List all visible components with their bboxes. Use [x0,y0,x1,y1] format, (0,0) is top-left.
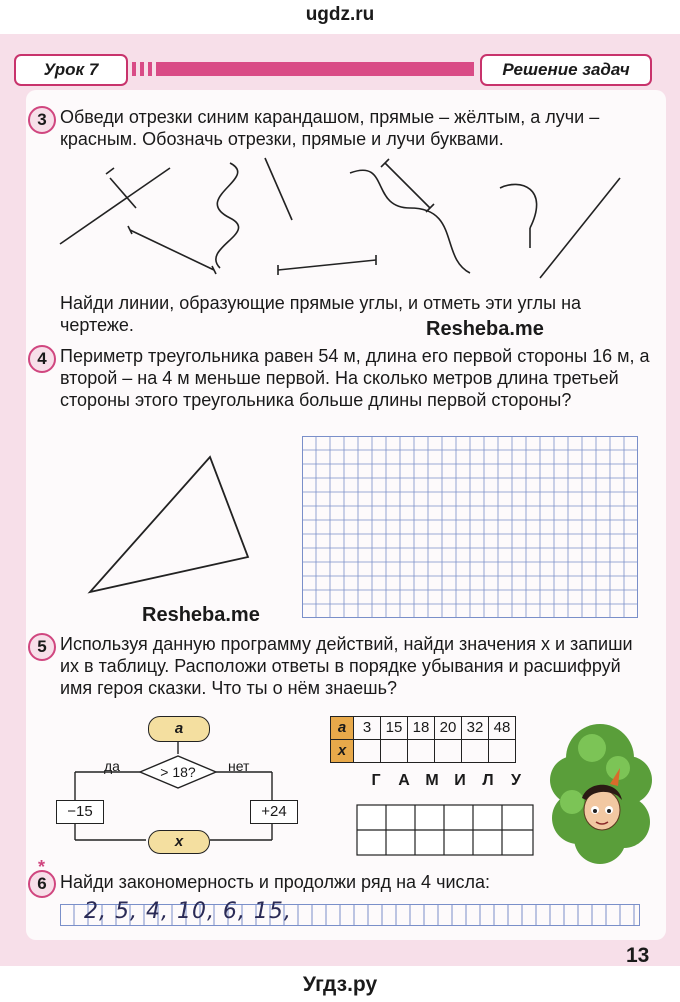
lesson-header [14,54,654,84]
letter: И [454,772,466,789]
a-value-cell: 3 [353,716,381,740]
a-value-cell: 18 [407,716,435,740]
topic-tag: Решение задач [480,54,652,86]
page-number: 13 [626,944,650,967]
a-value-cell: 20 [434,716,462,740]
ray [265,158,292,220]
a-value-cell: 32 [461,716,489,740]
task6-star: * [38,857,46,877]
task4-text: Периметр треугольника равен 54 м, длина его первой стороны 16 м, а второй – на 4 м меньше первой. На сколько метров длина третьей стороны этого треугольника больше длины первой стороны? [60,346,650,410]
flow-no-label: нет [228,758,250,774]
task-number-3: 3 [28,106,56,134]
x-answer-cell[interactable] [461,739,489,763]
curve-line [216,163,239,268]
site-watermark-bottom: Угдз.ру [302,973,378,996]
segment [278,260,376,270]
handwritten-series: 2, 5, 4, 10, 6, 15, [84,899,292,924]
letter: М [425,772,439,789]
task5-text: Используя данную программу действий, найди значения x и запиши их в таблицу. Расположи ответы в порядке убывания и расшифруй имя героя сказки. Что ты о нём знаешь? [60,634,633,698]
flow-yes-label: да [104,758,120,774]
x-answer-cell[interactable] [488,739,516,763]
task-number-6: 6 [28,870,56,898]
x-answer-cell[interactable] [407,739,435,763]
flow-condition: > 18? [160,764,196,780]
letter: Г [371,772,381,789]
curve-line [350,170,470,273]
segment [110,178,136,208]
task6-text: Найди закономерность и продолжи ряд на 4 числа: [60,872,491,892]
flow-result: x [148,830,210,854]
task-number-5: 5 [28,633,56,661]
segment [130,230,214,270]
letter: А [398,772,410,789]
fairy-tale-character-image [548,718,652,864]
row-label-a: a [330,716,354,740]
straight-line [540,178,620,278]
a-value-cell: 48 [488,716,516,740]
task3-lines-drawing [30,148,650,288]
x-answer-cell[interactable] [353,739,381,763]
watermark-text: Resheba.me [142,604,260,626]
ribbon-bar [156,62,474,76]
ribbon-stripe [140,62,144,76]
name-decoding-grid[interactable] [356,804,534,856]
a-value-cell: 15 [380,716,408,740]
watermark-text: Resheba.me [426,318,544,340]
task3-text: Обведи отрезки синим карандашом, прямые – жёлтым, а лучи – красным. Обозначь отрезки, прямые и лучи буквами. [60,107,600,149]
straight-line [60,168,170,244]
x-answer-cell[interactable] [380,739,408,763]
flow-minus-box: −15 [56,800,104,824]
triangle-drawing [80,452,260,602]
ribbon-stripe [148,62,152,76]
flow-plus-box: +24 [250,800,298,824]
ribbon-stripe [132,62,136,76]
curve-line [500,184,537,228]
lesson-tag: Урок 7 [14,54,128,86]
task3-followup: Найди линии, образующие прямые углы, и отметь эти углы на чертеже. [60,293,582,335]
letter: У [511,772,521,789]
flow-start: a [148,716,210,742]
task-number-4: 4 [28,345,56,373]
letter: Л [482,772,494,789]
site-watermark-top: ugdz.ru [305,4,375,25]
answer-grid[interactable] [302,436,638,618]
segment [385,163,430,208]
row-label-x: x [330,739,354,763]
x-answer-cell[interactable] [434,739,462,763]
